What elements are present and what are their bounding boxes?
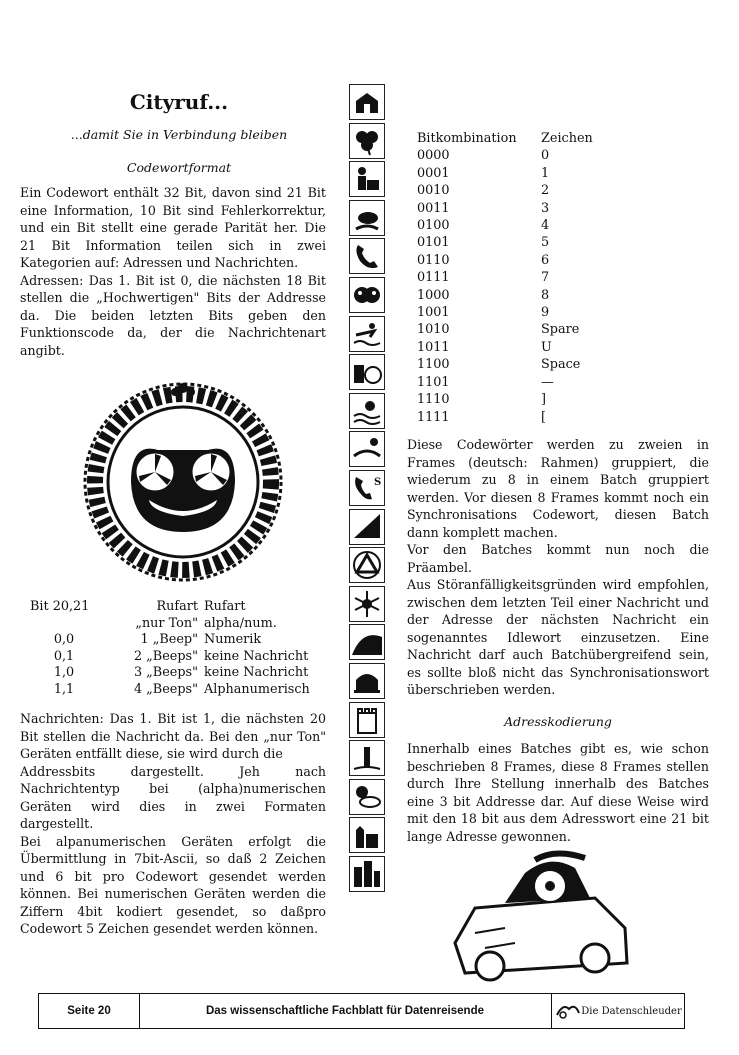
table-cell: Spare (541, 322, 580, 338)
table-cell: 1111 (417, 409, 450, 425)
fair-icon (349, 354, 385, 390)
table-cell: [ (541, 409, 546, 425)
table-cell: keine Nachricht (204, 648, 309, 664)
table-cell: 9 (541, 305, 550, 321)
city-icon (349, 856, 385, 892)
table-row (417, 287, 593, 304)
table-row (30, 632, 324, 649)
table-cell: 0,1 (53, 648, 75, 664)
table-row (417, 147, 593, 164)
frames-text (407, 436, 709, 699)
table-cell: 2 (541, 183, 550, 199)
nachrichten-paragraph: Bei alpanumerischen Geräten erfolgt die Übermittlung in 7bit-Ascii, so daß 2 Zeichen und 6 bit pro Codewort gesendet werden können. Bei numerischen Geräten werden die Ziffern 4bit kodiert gesendet, so daßpro Codewort 5 Zeichen gesendet werden können. (20, 833, 326, 936)
weather-icon (349, 393, 385, 429)
table-cell: U (541, 339, 552, 355)
table-row (417, 356, 593, 373)
masks-icon (349, 277, 385, 313)
praeambel-paragraph: Vor den Batches kommt nun noch die Präambel. (407, 542, 709, 575)
table-cell: ] (541, 392, 546, 408)
section-heading-adresskodierung: Adresskodierung (504, 714, 612, 729)
adressen-paragraph: Adressen: Das 1. Bit ist 0, die nächsten 18 Bit stellen die „Hochwertigen" Bits der Addresse da. Die beiden letzten Bits geben den Funktionscode da, der die Nachrichtenart angibt. (20, 272, 326, 358)
warning-triangle-icon (349, 547, 385, 583)
adress-text (407, 740, 709, 845)
intro-paragraph: Ein Codewort enthält 32 Bit, davon sind 21 Bit eine Information, 10 Bit sind Fehlerkorrektur, und ein Bit stellt eine gerade Parität her. Die 21 Bit Information teilen sich in zwei Kategorien auf: Adressen und Nachrichten. (20, 185, 326, 270)
table-cell: 8 (541, 287, 550, 303)
table-row (417, 182, 593, 199)
table-cell: 0011 (417, 200, 450, 216)
table-cell: 5 (541, 235, 550, 251)
hill-icon (349, 624, 385, 660)
table-cell: 1100 (417, 357, 450, 373)
magazine-name: Die Datenschleuder (581, 1005, 682, 1017)
table-header-cell: Zeichen (541, 131, 593, 146)
idlewort-paragraph: Aus Störanfälligkeitsgründen wird empfohlen, zwischen dem letzten Teil einer Nachricht und der Adresse der nächsten Nachricht ein sogenanntes Idlewort einzusetzen. Eine Nachricht darf auch Batchübergreifend sein, es sollte bloß nicht das Synchronisationswort überschrieben werden. (407, 577, 709, 697)
table-header-row (30, 599, 324, 616)
table-row (417, 374, 593, 391)
logo-icon (555, 1001, 581, 1021)
section-heading-codewortformat: Codewortformat (126, 160, 232, 175)
table-cell: 0001 (417, 165, 450, 181)
table-row (417, 217, 593, 234)
table-cell: 3 (541, 200, 550, 216)
table-row (417, 391, 593, 408)
table-header-cell: „nur Ton" (135, 615, 198, 631)
table-row (30, 649, 324, 666)
table-row (417, 269, 593, 286)
table-cell: 0111 (417, 270, 450, 286)
table-cell: 0,0 (53, 632, 75, 647)
table-cell: 0000 (417, 148, 450, 164)
table-row (417, 234, 593, 251)
table-cell: 2 „Beeps" (133, 648, 198, 664)
nachrichten-paragraph: Nachrichten: Das 1. Bit ist 1, die nächsten 20 Bit stellen die Nachricht da. Bei den „nur Ton" Geräten entfällt diese, sie wird durch die (20, 711, 326, 761)
table-header-cell: Bitkombination (417, 131, 517, 146)
table-row (417, 339, 593, 356)
rufart-table (30, 599, 324, 698)
page-footer (38, 993, 685, 1029)
table-row (417, 165, 593, 182)
table-cell: 3 „Beeps" (133, 665, 198, 680)
intro-text (20, 184, 326, 359)
table-header-cell (30, 616, 98, 633)
table-row (417, 409, 593, 426)
table-row (417, 200, 593, 217)
person-desk-icon (349, 161, 385, 197)
table-row (417, 321, 593, 338)
clover-icon (349, 123, 385, 159)
runner-icon (349, 509, 385, 545)
table-cell: Numerik (204, 632, 262, 647)
phone-s-icon (349, 470, 385, 506)
table-cell: 1,0 (53, 665, 75, 680)
table-cell: 1,1 (53, 681, 75, 697)
table-header-cell: Bit 20,21 (30, 599, 90, 614)
car-with-phone-illustration (445, 848, 635, 988)
magazine-logo (553, 994, 684, 1028)
nachrichten-paragraph: Addressbits dargestellt. Jeh nach Nachrichtentyp bei (alpha)numerischen Geräten wird dies in zwei Formaten dargestellt. (20, 763, 326, 831)
farm-icon (349, 817, 385, 853)
table-cell: 4 (541, 218, 550, 234)
table-header-cell: Rufart (156, 599, 198, 614)
nachrichten-text (20, 710, 326, 938)
sun-cloud-icon (349, 779, 385, 815)
table-cell: Space (541, 357, 581, 373)
footer-slogan: Das wissenschaftliche Fachblatt für Datenreisende (139, 994, 552, 1028)
table-cell: 0100 (417, 218, 450, 234)
table-cell: keine Nachricht (204, 665, 309, 680)
wreath-face-illustration (83, 382, 283, 582)
table-cell: 6 (541, 252, 550, 268)
table-header-row (417, 130, 593, 147)
table-cell: 0101 (417, 235, 450, 251)
table-cell: 1110 (417, 392, 450, 408)
table-cell: 1011 (417, 339, 450, 355)
lighthouse-icon (349, 740, 385, 776)
bird-icon (349, 200, 385, 236)
table-cell: 0110 (417, 252, 450, 268)
table-header-cell: Rufart (204, 599, 246, 614)
table-row (417, 304, 593, 321)
table-cell: 7 (541, 270, 550, 286)
table-cell: 1 „Beep" (140, 632, 198, 647)
table-row (30, 682, 324, 699)
beach-icon (349, 431, 385, 467)
house-icon (349, 84, 385, 120)
bit-combination-table (417, 130, 593, 426)
table-cell: 0 (541, 148, 550, 164)
table-cell: — (541, 374, 554, 390)
table-header-cell: alpha/num. (204, 615, 277, 631)
frames-paragraph: Diese Codewörter werden zu zweien in Frames (deutsch: Rahmen) gruppiert, die wiederum zu 8 in einem Batch gruppiert werden. Vor diesen 8 Frames kommt noch ein Synchronisations Codewort, diesen Batch dann komplett machen. (407, 437, 709, 540)
phone-icon (349, 238, 385, 274)
page-number: Seite 20 (39, 994, 140, 1028)
table-cell: Alphanumerisch (204, 681, 310, 697)
svg-text:S: S (374, 476, 382, 488)
page-subtitle: ...damit Sie in Verbindung bleiben (70, 127, 288, 142)
cathedral-icon (349, 663, 385, 699)
table-cell: 0010 (417, 183, 450, 199)
castle-icon (349, 702, 385, 738)
table-cell: 1101 (417, 374, 450, 390)
pictogram-strip (349, 84, 387, 894)
table-cell: 1 (541, 165, 550, 181)
table-cell: 1000 (417, 287, 450, 303)
table-row (417, 252, 593, 269)
table-subheader-row (30, 616, 324, 633)
snowflake-icon (349, 586, 385, 622)
table-cell: 1001 (417, 305, 450, 321)
table-row (30, 665, 324, 682)
page-title: Cityruf... (129, 90, 229, 114)
adress-paragraph: Innerhalb eines Batches gibt es, wie schon beschrieben 8 Frames, diese 8 Frames stellen durch Ihre Stellung innerhalb des Batches eine 3 bit Addresse dar. Auf diese Weise wird mit den 18 bit aus dem Adresswort eine 21 bit lange Adresse gewonnen. (407, 741, 709, 844)
table-cell: 1010 (417, 322, 450, 338)
table-cell: 4 „Beeps" (133, 681, 198, 697)
swimmer-icon (349, 316, 385, 352)
